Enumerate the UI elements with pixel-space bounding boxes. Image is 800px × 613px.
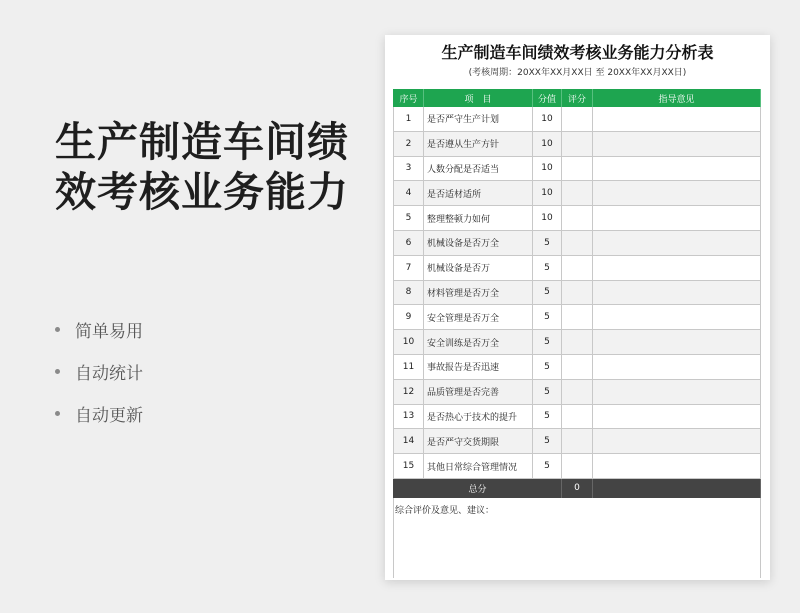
row-advice[interactable] xyxy=(593,380,761,404)
feature-item xyxy=(55,350,143,392)
table-row xyxy=(393,405,761,430)
row-item: 安全管理是否万全 xyxy=(424,305,533,329)
row-advice[interactable] xyxy=(593,281,761,305)
row-item: 人数分配是否适当 xyxy=(424,157,533,181)
table-row xyxy=(393,281,761,306)
row-advice[interactable] xyxy=(593,256,761,280)
bullet-icon xyxy=(55,411,60,416)
row-item: 其他日常综合管理情况 xyxy=(424,454,533,478)
row-item: 品质管理是否完善 xyxy=(424,380,533,404)
table-row xyxy=(393,454,761,479)
table-row xyxy=(393,380,761,405)
assessment-table xyxy=(393,89,761,578)
row-rating[interactable] xyxy=(562,305,593,329)
row-advice[interactable] xyxy=(593,429,761,453)
row-rating[interactable] xyxy=(562,355,593,379)
row-score: 5 xyxy=(533,281,562,305)
table-header-row xyxy=(393,89,761,107)
row-number: 2 xyxy=(393,132,424,156)
row-advice[interactable] xyxy=(593,132,761,156)
row-number: 13 xyxy=(393,405,424,429)
row-score: 10 xyxy=(533,181,562,205)
row-rating[interactable] xyxy=(562,429,593,453)
comment-label: 综合评价及意见、建议： xyxy=(395,505,495,516)
row-score: 5 xyxy=(533,355,562,379)
table-row xyxy=(393,181,761,206)
assessment-period: (考核周期：20XX年XX月XX日 至 20XX年XX月XX日) xyxy=(468,68,687,78)
spreadsheet-preview xyxy=(385,35,770,580)
row-item: 材料管理是否万全 xyxy=(424,281,533,305)
row-score: 5 xyxy=(533,380,562,404)
row-rating[interactable] xyxy=(562,330,593,354)
row-number: 9 xyxy=(393,305,424,329)
promo-title xyxy=(55,117,349,217)
table-row xyxy=(393,206,761,231)
row-number: 10 xyxy=(393,330,424,354)
row-rating[interactable] xyxy=(562,281,593,305)
row-number: 7 xyxy=(393,256,424,280)
header-advice: 指导意见 xyxy=(593,89,761,107)
bullet-icon xyxy=(55,369,60,374)
row-advice[interactable] xyxy=(593,305,761,329)
row-advice[interactable] xyxy=(593,181,761,205)
table-row xyxy=(393,157,761,182)
feature-item xyxy=(55,308,143,350)
row-number: 6 xyxy=(393,231,424,255)
row-number: 4 xyxy=(393,181,424,205)
table-row xyxy=(393,256,761,281)
row-rating[interactable] xyxy=(562,181,593,205)
row-item: 是否严守生产计划 xyxy=(424,107,533,131)
row-number: 15 xyxy=(393,454,424,478)
row-score: 5 xyxy=(533,330,562,354)
table-row xyxy=(393,429,761,454)
header-rating: 评分 xyxy=(562,89,593,107)
total-row xyxy=(393,479,761,498)
total-value: 0 xyxy=(562,479,593,498)
table-body xyxy=(393,107,761,479)
row-number: 8 xyxy=(393,281,424,305)
row-item: 机械设备是否万 xyxy=(424,256,533,280)
row-number: 12 xyxy=(393,380,424,404)
row-rating[interactable] xyxy=(562,231,593,255)
row-rating[interactable] xyxy=(562,157,593,181)
table-row xyxy=(393,305,761,330)
row-number: 5 xyxy=(393,206,424,230)
row-score: 10 xyxy=(533,157,562,181)
row-score: 10 xyxy=(533,107,562,131)
row-advice[interactable] xyxy=(593,107,761,131)
row-advice[interactable] xyxy=(593,206,761,230)
row-score: 10 xyxy=(533,206,562,230)
row-rating[interactable] xyxy=(562,206,593,230)
row-score: 5 xyxy=(533,305,562,329)
row-advice[interactable] xyxy=(593,330,761,354)
row-item: 整理整顿力如何 xyxy=(424,206,533,230)
row-rating[interactable] xyxy=(562,132,593,156)
comment-section xyxy=(393,498,761,578)
row-score: 5 xyxy=(533,231,562,255)
feature-label: 简单易用 xyxy=(75,321,143,342)
table-row xyxy=(393,355,761,380)
row-score: 5 xyxy=(533,405,562,429)
header-no: 序号 xyxy=(393,89,424,107)
table-row xyxy=(393,132,761,157)
header-item: 项 目 xyxy=(424,89,533,107)
row-number: 11 xyxy=(393,355,424,379)
row-advice[interactable] xyxy=(593,157,761,181)
promo-title-line-1: 生产制造车间绩 xyxy=(55,118,349,166)
row-rating[interactable] xyxy=(562,380,593,404)
row-number: 3 xyxy=(393,157,424,181)
row-item: 安全训练是否万全 xyxy=(424,330,533,354)
sheet-title: 生产制造车间绩效考核业务能力分析表 xyxy=(441,43,714,62)
row-score: 5 xyxy=(533,256,562,280)
table-row xyxy=(393,330,761,355)
feature-label: 自动统计 xyxy=(75,363,143,384)
row-rating[interactable] xyxy=(562,107,593,131)
row-rating[interactable] xyxy=(562,256,593,280)
row-item: 事故报告是否迅速 xyxy=(424,355,533,379)
row-advice[interactable] xyxy=(593,231,761,255)
bullet-icon xyxy=(55,327,60,332)
total-advice-cell xyxy=(593,479,761,498)
row-advice[interactable] xyxy=(593,355,761,379)
row-score: 5 xyxy=(533,429,562,453)
table-row xyxy=(393,107,761,132)
row-score: 10 xyxy=(533,132,562,156)
header-score: 分值 xyxy=(533,89,562,107)
row-number: 1 xyxy=(393,107,424,131)
row-advice[interactable] xyxy=(593,454,761,478)
feature-item xyxy=(55,392,143,434)
feature-list xyxy=(55,308,143,434)
row-rating[interactable] xyxy=(562,454,593,478)
row-item: 是否遵从生产方针 xyxy=(424,132,533,156)
row-advice[interactable] xyxy=(593,405,761,429)
promo-title-line-2: 效考核业务能力 xyxy=(55,168,349,216)
table-row xyxy=(393,231,761,256)
feature-label: 自动更新 xyxy=(75,405,143,426)
row-item: 是否严守交货期限 xyxy=(424,429,533,453)
row-rating[interactable] xyxy=(562,405,593,429)
row-item: 机械设备是否万全 xyxy=(424,231,533,255)
row-number: 14 xyxy=(393,429,424,453)
row-item: 是否热心于技术的提升 xyxy=(424,405,533,429)
row-score: 5 xyxy=(533,454,562,478)
total-label: 总分 xyxy=(393,479,562,498)
row-item: 是否适材适所 xyxy=(424,181,533,205)
